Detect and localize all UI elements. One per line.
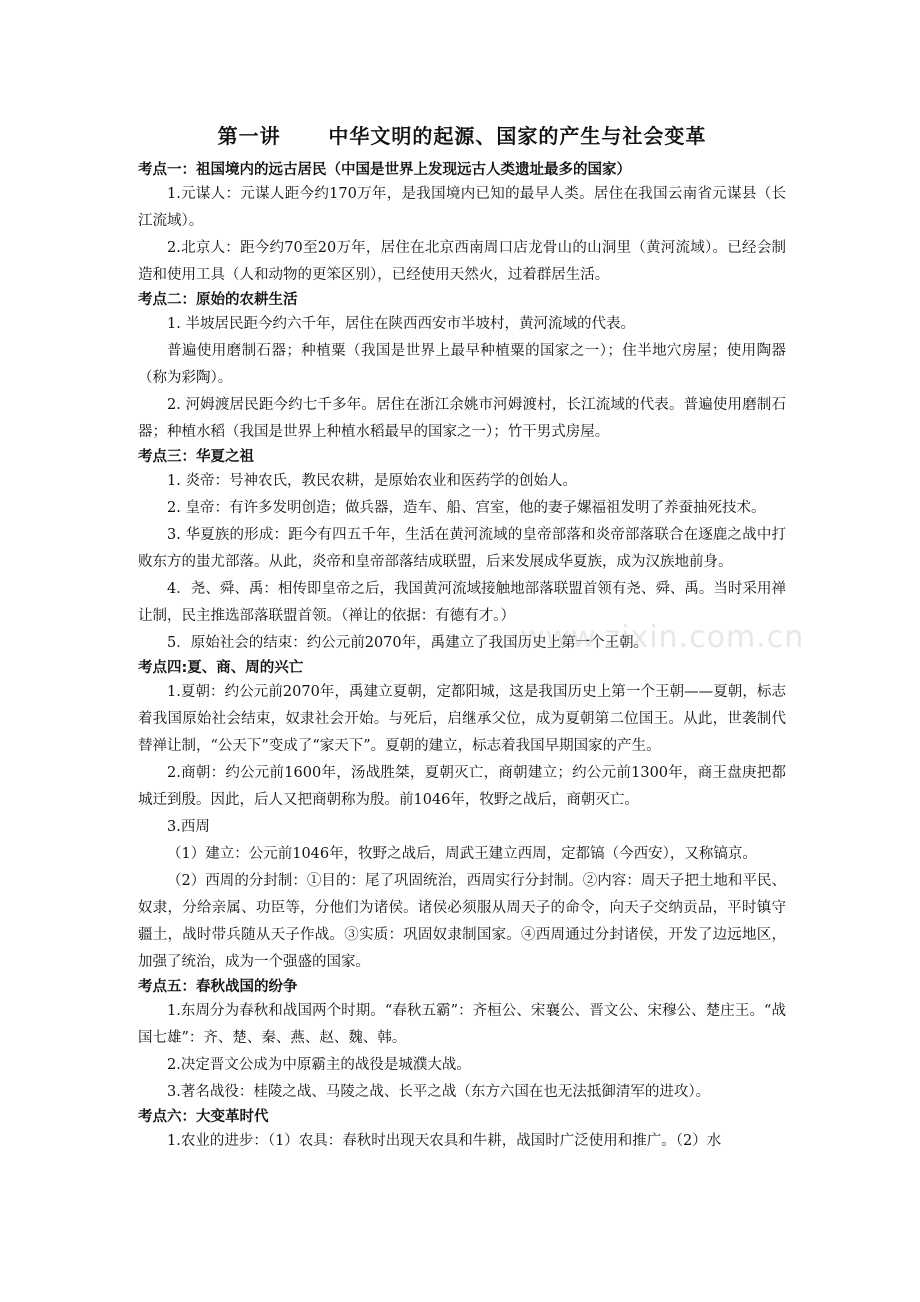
section-1 (138, 159, 786, 289)
paragraph: 2.商朝：约公元前1600年，汤战胜桀，夏朝灭亡，商朝建立；约公元前1300年，商王盘庚把都城迁到殷。因此，后人又把商朝称为殷。前1046年，牧野之战后，商朝灭亡。 (138, 765, 786, 808)
section-3 (138, 446, 786, 657)
paragraph: 2. 皇帝：有许多发明创造；做兵器，造车、船、宫室，他的妻子嫘福祖发明了养蚕抽死技术。 (167, 500, 766, 516)
document-page (138, 120, 786, 1155)
paragraph: （1）建立：公元前1046年，牧野之战后，周武王建立西周，定都镐（今西安），又称镐京。 (167, 846, 757, 862)
paragraph: 2.决定晋文公成为中原霸主的战役是城濮大战。 (167, 1057, 471, 1073)
section-heading: 考点五：春秋战国的纷争 (138, 979, 298, 995)
paragraph: （2）西周的分封制：①目的：尾了巩固统治，西周实行分封制。②内容：周天子把土地和平民、奴隶，分给亲属、功臣等，分他们为诸侯。诸侯必须服从周天子的命令，向天子交纳贡品，平时镇守疆土，战时带兵随从天子作战。③实质：巩固奴隶制国家。④西周通过分封诸侯，开发了边远地区，加强了统治，成为一个强盛的国家。 (138, 873, 786, 970)
paragraph: 1. 半坡居民距今约六千年，居住在陕西西安市半坡村，黄河流域的代表。 (167, 316, 635, 332)
section-heading: 考点四:夏、商、周的兴亡 (138, 660, 304, 676)
section-heading: 考点二：原始的农耕生活 (138, 292, 298, 308)
paragraph: 1.元谋人：元谋人距今约170万年，是我国境内已知的最早人类。居住在我国云南省元谋县（长江流域）。 (138, 186, 786, 229)
watermark: www.zixin.com.cn (520, 620, 805, 655)
paragraph: 3.西周 (167, 819, 210, 835)
paragraph: 3.著名战役：桂陵之战、马陵之战、长平之战（东方六国在也无法抵御清军的进攻）。 (167, 1084, 711, 1100)
paragraph: 5．原始社会的结束：约公元前2070年，禹建立了我国历史上第一个王朝。 (167, 635, 649, 651)
paragraph: 1.夏朝：约公元前2070年，禹建立夏朝，定都阳城，这是我国历史上第一个王朝——夏朝，标志着我国原始社会结束，奴隶社会开始。与死后，启继承父位，成为夏朝第二位国王。从此，世袭制代替禅让制，“公天下”变成了“家天下”。夏朝的建立，标志着我国早期国家的产生。 (138, 684, 786, 754)
section-heading: 考点六：大变革时代 (138, 1109, 269, 1125)
section-2 (138, 289, 786, 446)
section-heading: 考点一：祖国境内的远古居民（中国是世界上发现远古人类遗址最多的国家） (138, 162, 631, 178)
paragraph: 1.东周分为春秋和战国两个时期。“春秋五霸”：齐桓公、宋襄公、晋文公、宋穆公、楚庄王。“战国七雄”：齐、楚、秦、燕、赵、魏、韩。 (138, 1003, 786, 1046)
section-4 (138, 657, 786, 976)
paragraph: 普遍使用磨制石器；种植粟（我国是世界上最早种植粟的国家之一）；住半地穴房屋；使用陶器（称为彩陶）。 (138, 343, 786, 386)
section-6 (138, 1106, 786, 1155)
paragraph: 4．尧、舜、禹：相传即皇帝之后，我国黄河流域接触地部落联盟首领有尧、舜、禹。当时采用禅让制，民主推选部落联盟首领。（禅让的依据：有德有才。） (138, 581, 786, 624)
paragraph: 2.北京人：距今约70至20万年，居住在北京西南周口店龙骨山的山洞里（黄河流域）。已经会制造和使用工具（人和动物的更笨区别），已经使用天然火，过着群居生活。 (138, 240, 786, 283)
page-title: 第一讲 中华文明的起源、国家的产生与社会变革 (217, 124, 707, 148)
paragraph: 1. 炎帝：号神农氏，教民农耕，是原始农业和医药学的创始人。 (167, 473, 577, 489)
section-heading: 考点三：华夏之祖 (138, 449, 254, 465)
paragraph: 3. 华夏族的形成：距今有四五千年，生活在黄河流域的皇帝部落和炎帝部落联合在逐鹿之战中打败东方的蚩尤部落。从此，炎帝和皇帝部落结成联盟，后来发展成华夏族，成为汉族地前身。 (138, 527, 786, 570)
paragraph: 1.农业的进步：（1）农具：春秋时出现天农具和牛耕，战国时广泛使用和推广。（2）水 (167, 1133, 722, 1149)
section-5 (138, 976, 786, 1106)
paragraph: 2. 河姆渡居民距今约七千多年。居住在浙江余姚市河姆渡村，长江流域的代表。普遍使用磨制石器；种植水稻（我国是世界上种植水稻最早的国家之一）；竹干男式房屋。 (138, 397, 786, 440)
